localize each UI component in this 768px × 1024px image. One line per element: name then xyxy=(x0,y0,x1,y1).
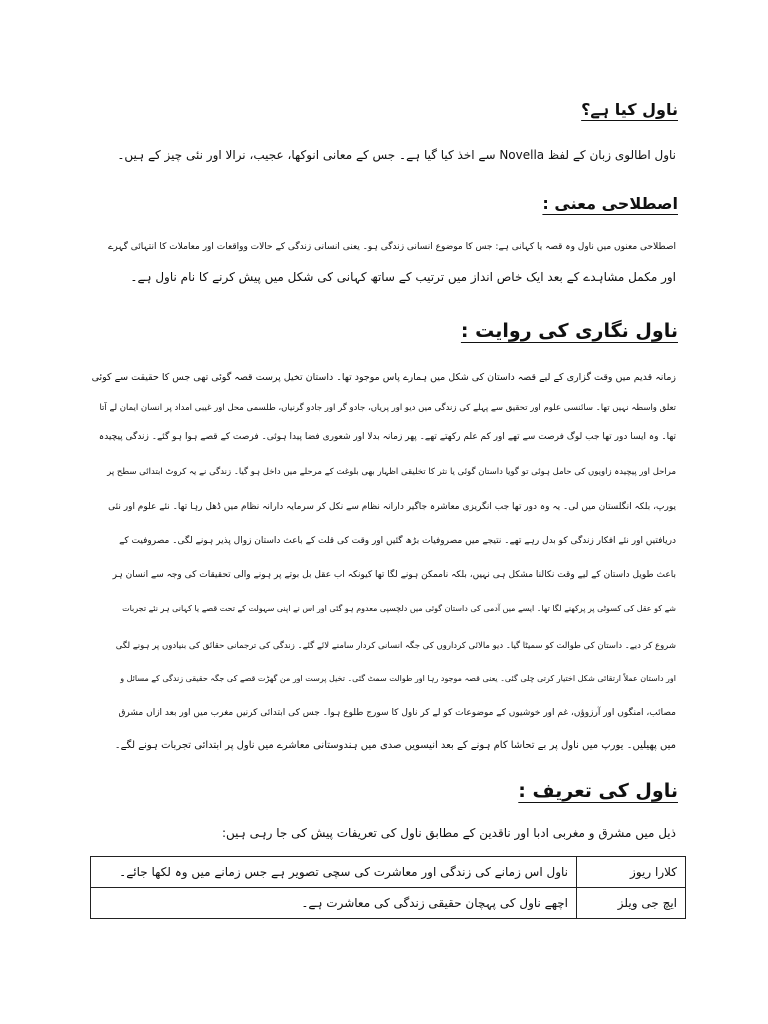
table-cell-definition: اچھے ناول کی پہچان حقیقی زندگی کی معاشرت ہے۔ xyxy=(91,888,577,919)
definitions-table xyxy=(90,856,686,919)
table-cell-author: ایچ جی ویلز xyxy=(577,888,686,919)
paragraph-line: یورپ، بلکہ انگلستان میں لی۔ یہ وہ دور تھا جب انگریزی معاشرہ جاگیر دارانہ نظام سے نکل کر سرمایہ دارانہ نظام میں ڈھل رہا تھا۔ نئے علوم اور نئی xyxy=(108,502,676,512)
heading-definition: ناول کی تعریف : xyxy=(518,780,678,802)
paragraph-line: دریافتیں اور نئے افکار زندگی کو بدل رہے تھے۔ نتیجے میں مصروفیات بڑھ گئیں اور وقت کی قلت کے باعث داستان زوال پذیر ہونے لگی۔ مصروفیت کے xyxy=(119,536,676,546)
paragraph-line: مراحل اور پیچیدہ زاویوں کی حامل ہوئی تو گویا داستان گوئی یا نثر کا تخلیقی اظہار بھی بلوغت کے مرحلے میں داخل ہو گیا۔ زندگی نے یہ کروٹ ابتدائی سطح پر xyxy=(107,467,676,477)
paragraph-line: باعث طویل داستان کے لیے وقت نکالنا مشکل ہی نہیں، بلکہ ناممکن ہونے لگا تھا کیونکہ اب عقل بل بوتے پر ہونے والی تحقیقات کی وجہ سے انسان ہر xyxy=(112,570,676,580)
table-cell-definition: ناول اس زمانے کی زندگی اور معاشرت کی سچی تصویر ہے جس زمانے میں وہ لکھا جائے۔ xyxy=(91,857,577,888)
heading-what-is-novel: ناول کیا ہے؟ xyxy=(581,100,678,119)
table-cell-author: کلارا ریوز xyxy=(577,857,686,888)
paragraph-line: اصطلاحی معنوں میں ناول وہ قصہ یا کہانی ہے: جس کا موضوع انسانی زندگی ہو۔ یعنی انسانی زندگی کے حالات وواقعات اور معاملات کا انتہائی گہرے xyxy=(108,242,676,252)
paragraph-line: شے کو عقل کی کسوٹی پر پرکھنے لگا تھا۔ ایسے میں آدمی کی داستان گوئی میں دلچسپی معدوم ہو گئی اور اس نے اپنی سہولت کے تحت قصے یا کہانی ہر نئے تجربات xyxy=(122,604,676,613)
heading-tradition: ناول نگاری کی روایت : xyxy=(460,320,678,342)
paragraph-line: شروع کر دیے۔ داستان کی طوالت کو سمیٹا گیا۔ دیو مالائی کرداروں کی جگہ انسانی کردار سامنے لائے گئے۔ زندگی کی ترجمانی حقائق کی بنیادوں پر ہونے لگی xyxy=(115,641,676,651)
paragraph-line: زمانہ قدیم میں وقت گزاری کے لیے قصہ داستان کی شکل میں ہمارے پاس موجود تھا۔ داستان تخیل پرست قصہ گوئی تھی جس کا حقیقت سے کوئی xyxy=(91,372,676,383)
paragraph-line: ناول اطالوی زبان کے لفظ Novella سے اخذ کیا گیا ہے۔ جس کے معانی انوکھا، عجیب، نرالا اور نئی چیز کے ہیں۔ xyxy=(117,148,676,162)
heading-terminology: اصطلاحی معنی : xyxy=(542,194,678,213)
paragraph-line: تعلق واسطہ نہیں تھا۔ سائنسی علوم اور تحقیق سے پہلے کی زندگی میں دیو اور پریاں، جادو گر اور جادو گرنیاں، طلسمی محل اور غیبی امداد پر انسان ایمان لے آتا xyxy=(99,403,676,413)
paragraph-line: اور داستان عملاً ارتقائی شکل اختیار کرتی چلی گئی۔ یعنی قصہ موجود رہا اور طوالت سمٹ گئی۔ تخیل پرست اور من گھڑت قصے کی جگہ حقیقی زندگی کے مسائل و xyxy=(120,674,676,683)
table-row xyxy=(91,888,686,919)
paragraph-line: مصائب، امنگوں اور آرزوؤں، غم اور خوشیوں کے موضوعات کو لے کر ناول کا سورج طلوع ہوا۔ جس کی ابتدائی کرنیں مغرب میں اور بعد ازاں مشرق xyxy=(118,708,676,718)
definition-intro: ذیل میں مشرق و مغربی ادبا اور ناقدین کے مطابق ناول کی تعریفات پیش کی جا رہی ہیں: xyxy=(221,826,676,840)
paragraph-line: تھا۔ وہ ایسا دور تھا جب لوگ فرصت سے تھے اور کم علم رکھتے تھے۔ پھر زمانہ بدلا اور شعوری فضا پیدا ہوئی۔ فرصت کے قصے ہوا ہو گئے۔ زندگی پیچیدہ xyxy=(98,432,676,442)
table-row xyxy=(91,857,686,888)
paragraph-line: اور مکمل مشاہدے کے بعد ایک خاص انداز میں ترتیب کے ساتھ کہانی کی شکل میں پیش کرنے کا نام ناول ہے۔ xyxy=(130,270,676,284)
paragraph-line: میں پھیلیں۔ یورپ میں ناول پر بے تحاشا کام ہونے کے بعد انیسویں صدی میں ہندوستانی معاشرے میں ناول پر ابتدائی تجربات ہونے لگے۔ xyxy=(114,740,676,751)
